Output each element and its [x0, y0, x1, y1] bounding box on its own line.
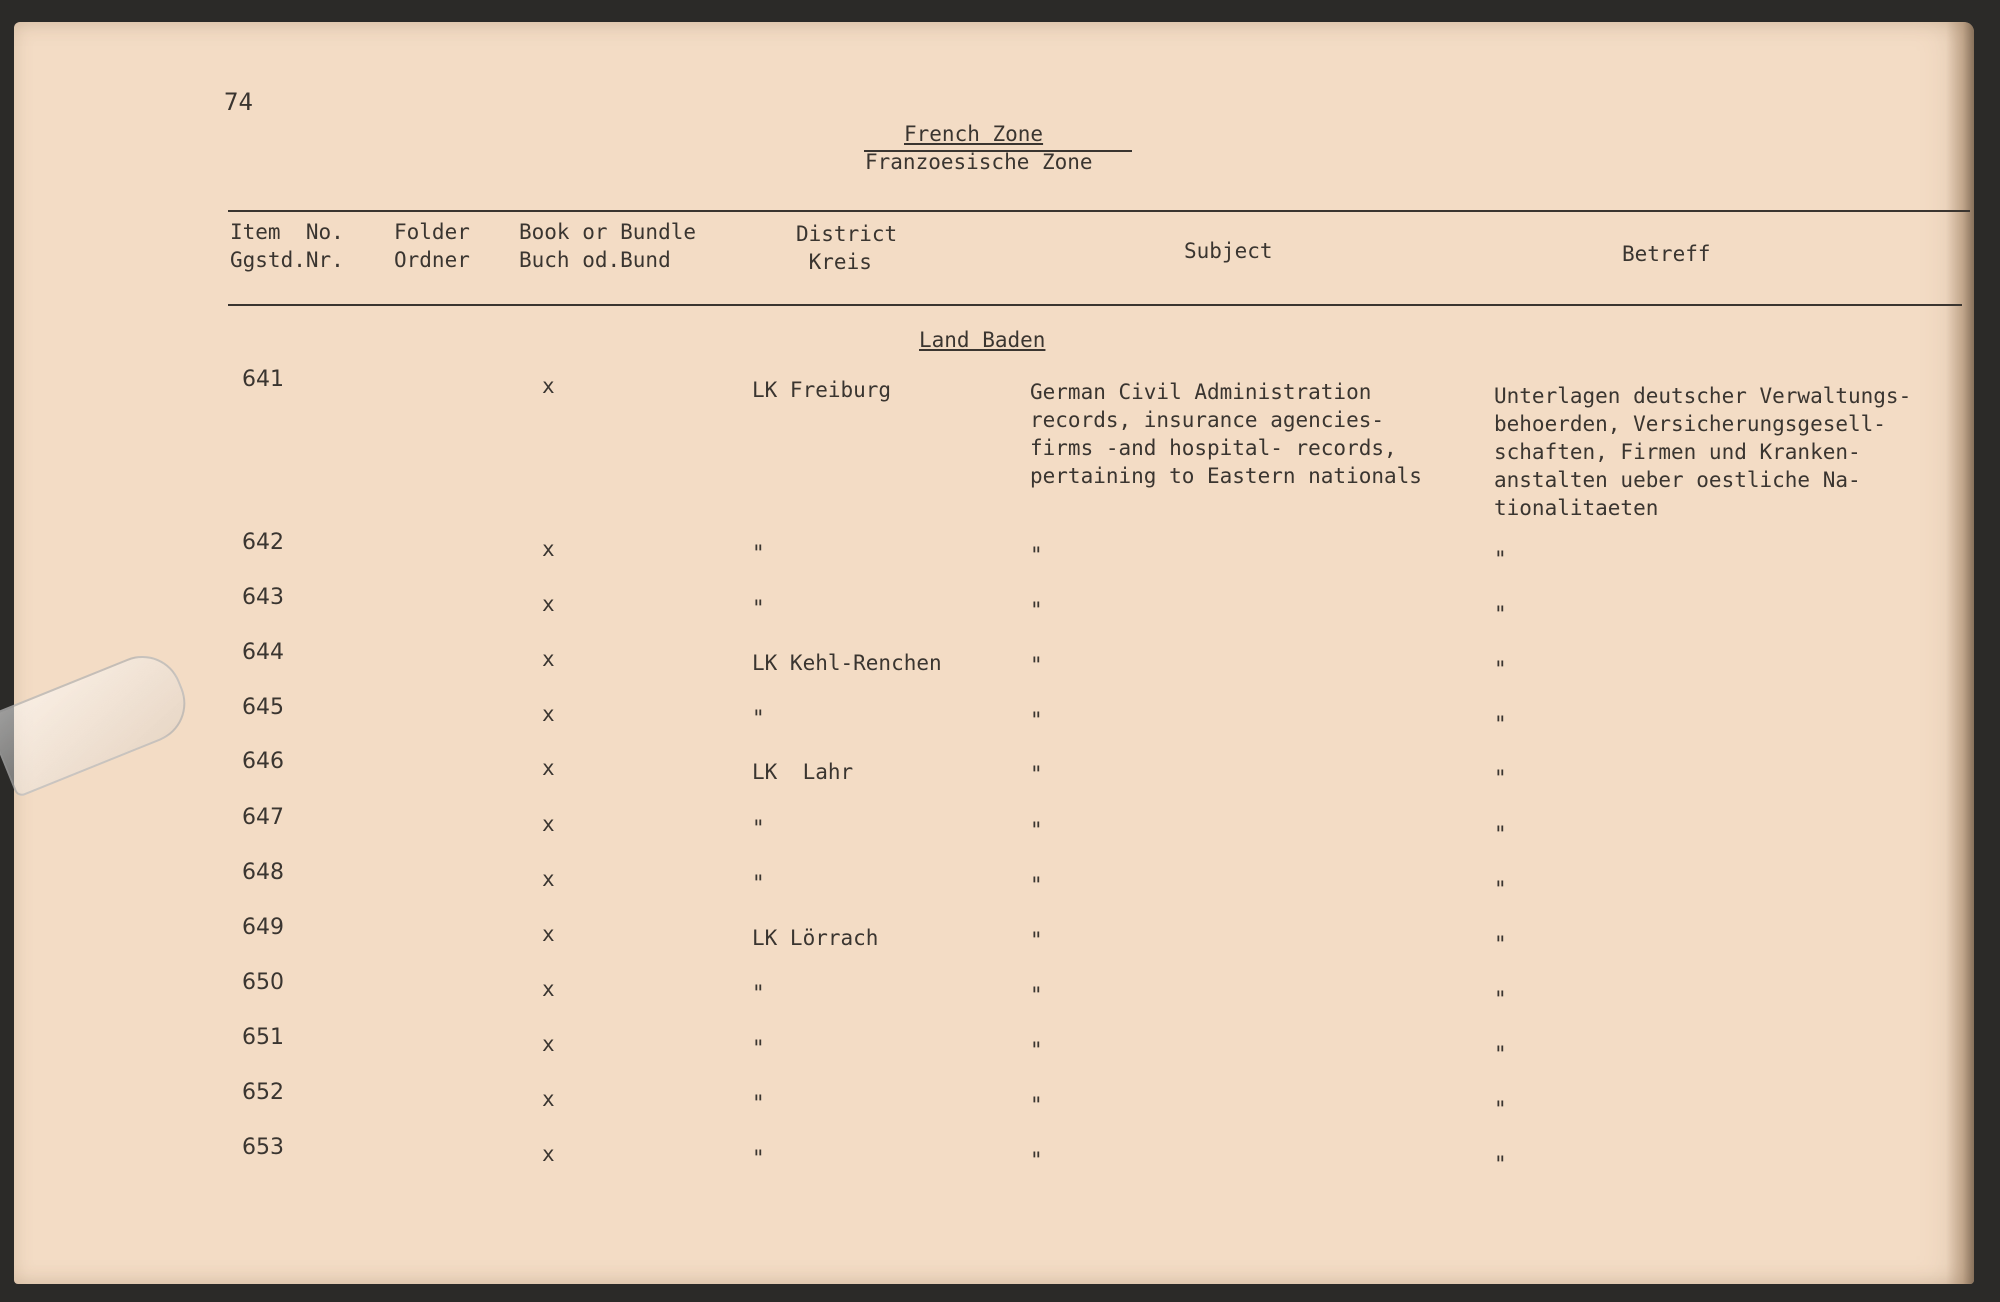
cell-item-no: 645	[242, 695, 284, 720]
cell-betreff: "	[1494, 712, 1507, 736]
cell-item-no: 646	[242, 749, 284, 774]
cell-betreff: "	[1494, 766, 1507, 790]
cell-betreff: "	[1494, 1042, 1507, 1066]
cell-district: "	[752, 541, 765, 565]
cell-subject: "	[1030, 543, 1043, 567]
cell-betreff: "	[1494, 657, 1507, 681]
cell-district: "	[752, 596, 765, 620]
section-title: Land Baden	[919, 328, 1046, 352]
cell-book-or-bundle: x	[542, 867, 555, 891]
cell-betreff: "	[1494, 547, 1507, 571]
table-header-rule	[228, 304, 1962, 306]
cell-district: LK Kehl-Renchen	[752, 651, 942, 675]
cell-betreff: "	[1494, 602, 1507, 626]
cell-subject: "	[1030, 873, 1043, 897]
cell-book-or-bundle: x	[542, 1142, 555, 1166]
header-betreff: Betreff	[1622, 242, 1711, 266]
cell-book-or-bundle: x	[542, 374, 555, 398]
cell-book-or-bundle: x	[542, 592, 555, 616]
cell-book-or-bundle: x	[542, 1087, 555, 1111]
cell-book-or-bundle: x	[542, 647, 555, 671]
cell-item-no: 650	[242, 970, 284, 995]
cell-subject: "	[1030, 598, 1043, 622]
cell-district: "	[752, 1091, 765, 1115]
cell-subject: "	[1030, 928, 1043, 952]
cell-subject: "	[1030, 983, 1043, 1007]
cell-subject: "	[1030, 1038, 1043, 1062]
cell-item-no: 648	[242, 860, 284, 885]
cell-book-or-bundle: x	[542, 812, 555, 836]
cell-subject: "	[1030, 1148, 1043, 1172]
cell-book-or-bundle: x	[542, 1032, 555, 1056]
cell-district: "	[752, 816, 765, 840]
clip-tab	[0, 644, 197, 798]
cell-item-no: 649	[242, 915, 284, 940]
cell-subject: German Civil Administration records, insurance agencies- firms -and hospital- records, pertaining to Eastern nationals	[1030, 380, 1422, 488]
cell-book-or-bundle: x	[542, 537, 555, 561]
cell-betreff: "	[1494, 822, 1507, 846]
table-top-rule	[228, 210, 1970, 212]
cell-book-or-bundle: x	[542, 756, 555, 780]
cell-subject: "	[1030, 653, 1043, 677]
cell-item-no: 643	[242, 585, 284, 610]
page-number: 74	[224, 88, 253, 116]
cell-item-no: 641	[242, 367, 284, 392]
header-item-no: Item No. Ggstd.Nr.	[230, 220, 344, 272]
cell-betreff: Unterlagen deutscher Verwaltungs- behoerden, Versicherungsgesell- schaften, Firmen und Kranken- anstalten ueber oestliche Na- tionalitaeten	[1494, 384, 1912, 520]
zone-title-english: French Zone	[904, 122, 1044, 146]
cell-subject: "	[1030, 1093, 1043, 1117]
cell-betreff: "	[1494, 987, 1507, 1011]
cell-betreff: "	[1494, 1097, 1507, 1121]
cell-book-or-bundle: x	[542, 977, 555, 1001]
cell-district: "	[752, 981, 765, 1005]
cell-betreff: "	[1494, 877, 1507, 901]
header-book-or-bundle: Book or Bundle Buch od.Bund	[519, 220, 697, 272]
header-folder: Folder Ordner	[394, 220, 470, 272]
cell-district: "	[752, 1146, 765, 1170]
cell-item-no: 642	[242, 530, 284, 555]
cell-item-no: 644	[242, 640, 284, 665]
cell-district: LK Lahr	[752, 760, 854, 784]
header-district: District Kreis	[796, 222, 898, 274]
cell-betreff: "	[1494, 1152, 1507, 1176]
zone-title-german: Franzoesische Zone	[865, 150, 1093, 174]
cell-subject: "	[1030, 818, 1043, 842]
document-page	[14, 22, 1974, 1284]
cell-item-no: 647	[242, 805, 284, 830]
header-subject: Subject	[1184, 239, 1273, 263]
cell-subject: "	[1030, 762, 1043, 786]
cell-district: "	[752, 1036, 765, 1060]
cell-book-or-bundle: x	[542, 922, 555, 946]
cell-book-or-bundle: x	[542, 702, 555, 726]
cell-item-no: 653	[242, 1135, 284, 1160]
cell-district: LK Lörrach	[752, 926, 879, 950]
cell-item-no: 651	[242, 1025, 284, 1050]
cell-district: "	[752, 871, 765, 895]
cell-subject: "	[1030, 708, 1043, 732]
cell-item-no: 652	[242, 1080, 284, 1105]
cell-betreff: "	[1494, 932, 1507, 956]
cell-district: LK Freiburg	[752, 378, 892, 402]
cell-district: "	[752, 706, 765, 730]
